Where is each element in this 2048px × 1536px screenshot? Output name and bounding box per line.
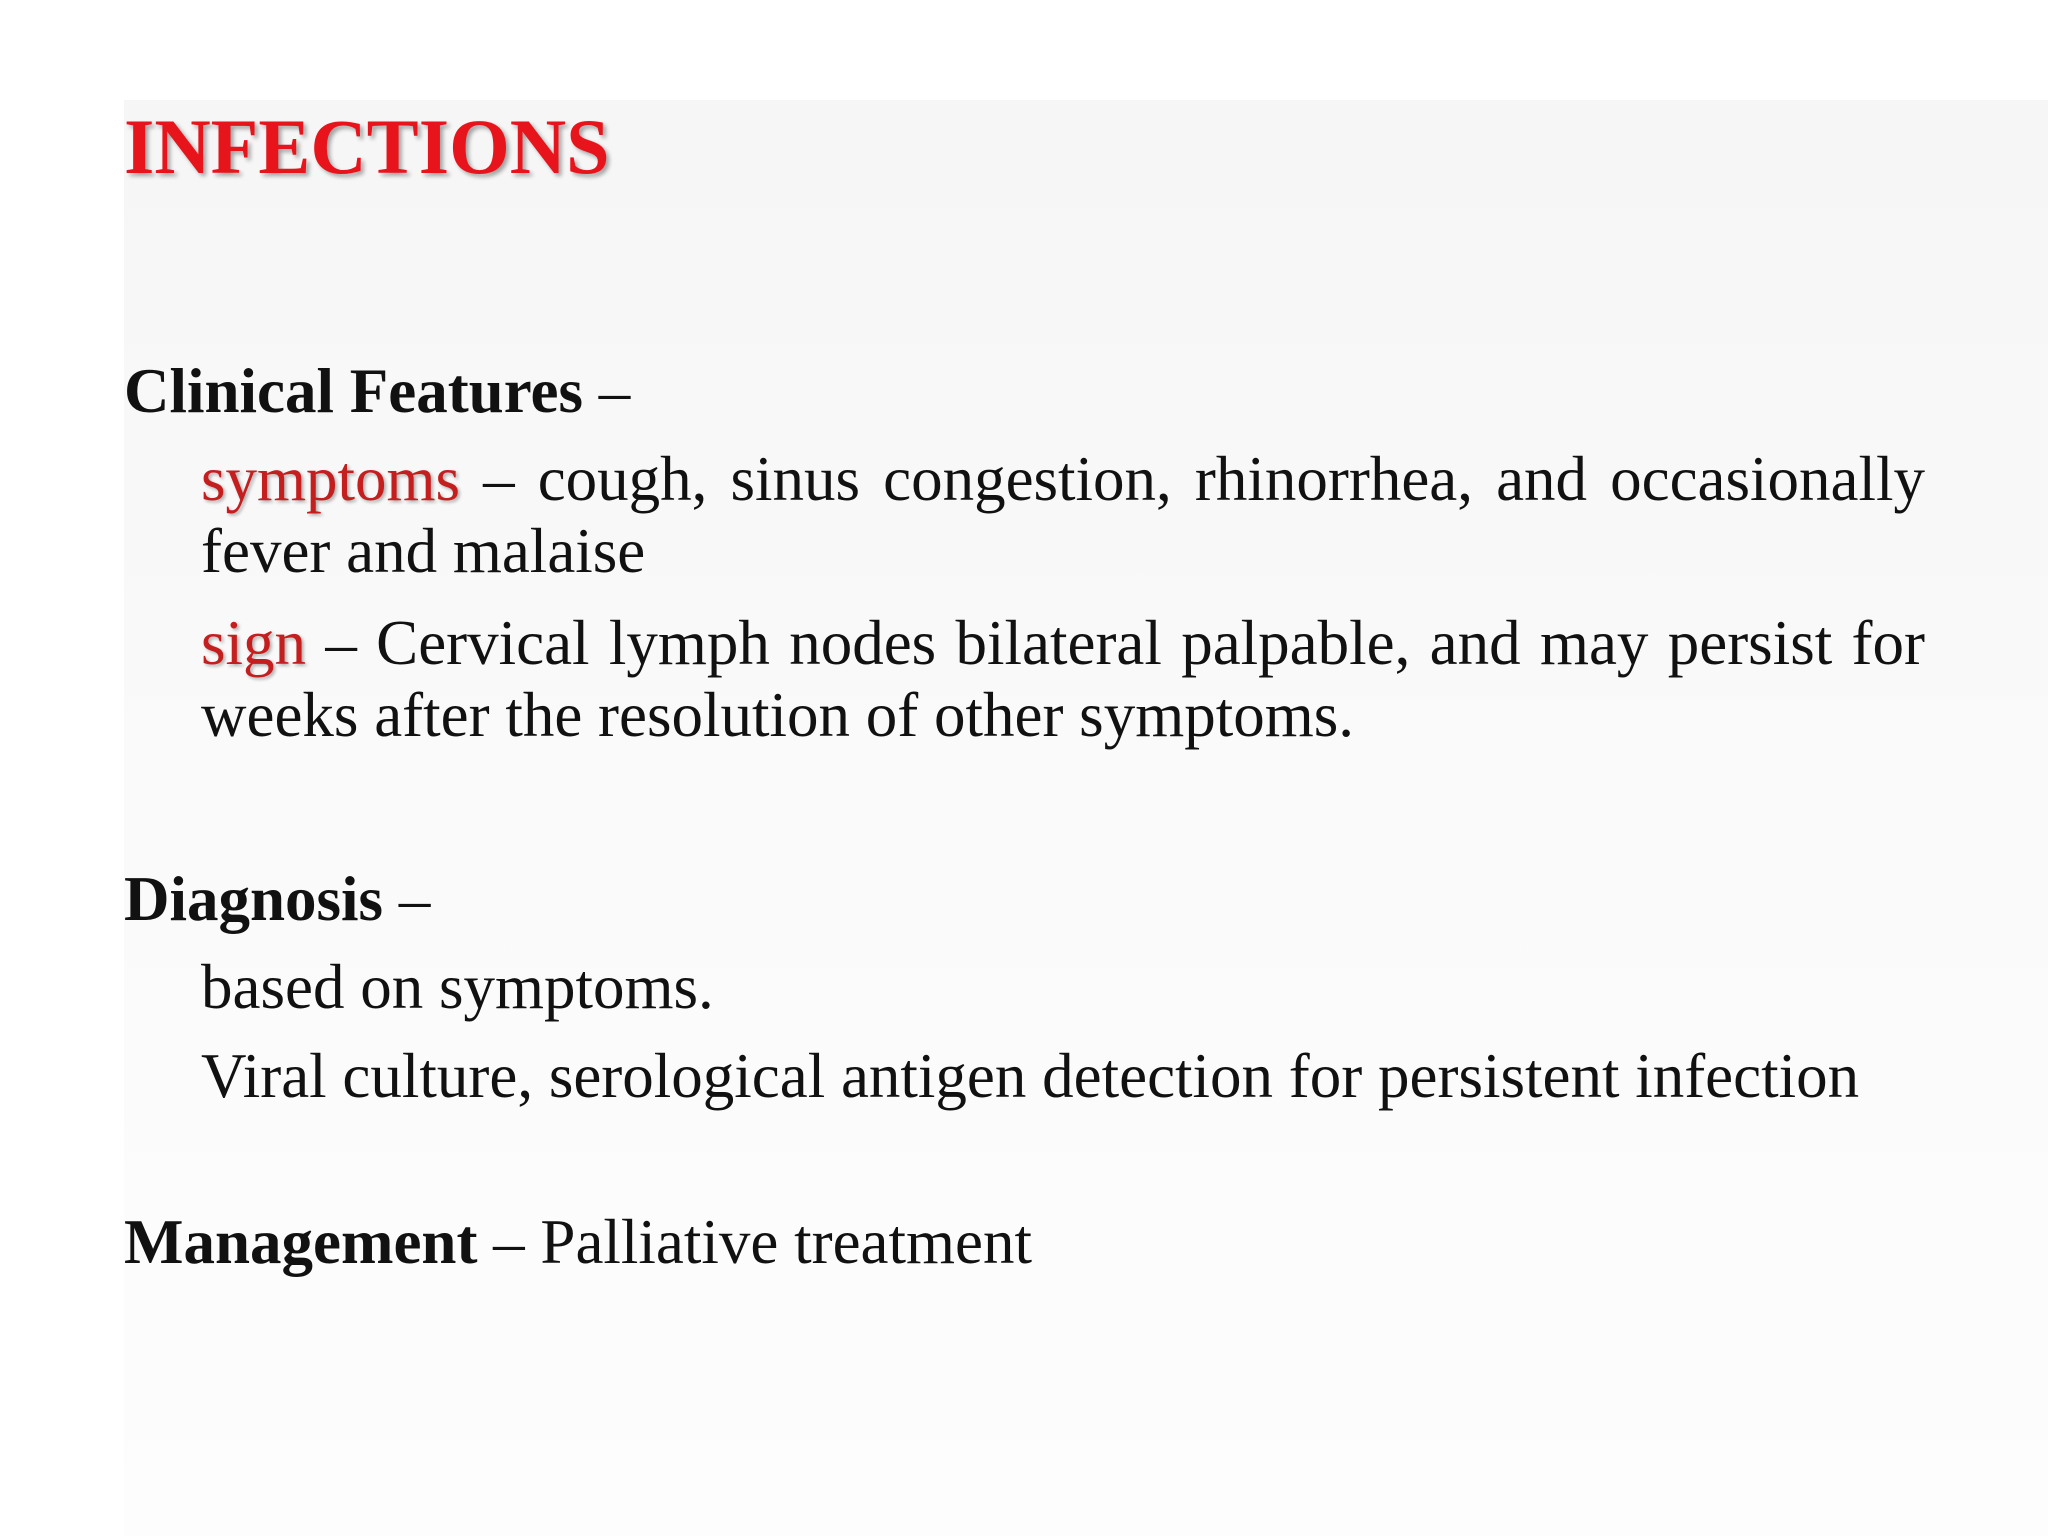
diagnosis-line-1: based on symptoms. [201, 952, 714, 1022]
clinical-features-heading [124, 356, 631, 426]
symptoms-text: – cough, sinus congestion, rhinorrhea, and occasionally fever and malaise [201, 444, 1925, 586]
diagnosis-heading [124, 864, 431, 934]
sign-paragraph [201, 607, 1925, 751]
management-label: Management [124, 1207, 478, 1277]
symptoms-paragraph [201, 443, 1925, 587]
diagnosis-line-2: Viral culture, serological antigen detection for persistent infection [201, 1041, 1860, 1111]
diagnosis-dash: – [383, 864, 431, 934]
management-heading [124, 1207, 1032, 1277]
diagnosis-label: Diagnosis [124, 864, 384, 934]
clinical-features-label: Clinical Features [124, 356, 584, 426]
management-text: – Palliative treatment [477, 1207, 1032, 1277]
content-panel [124, 100, 2048, 1536]
sign-term: sign [201, 608, 307, 678]
clinical-features-dash: – [583, 356, 631, 426]
slide-title: INFECTIONS [124, 103, 610, 190]
sign-text: – Cervical lymph nodes bilateral palpable, and may persist for weeks after the resolution of other symptoms. [201, 608, 1925, 750]
symptoms-term: symptoms [201, 444, 461, 514]
